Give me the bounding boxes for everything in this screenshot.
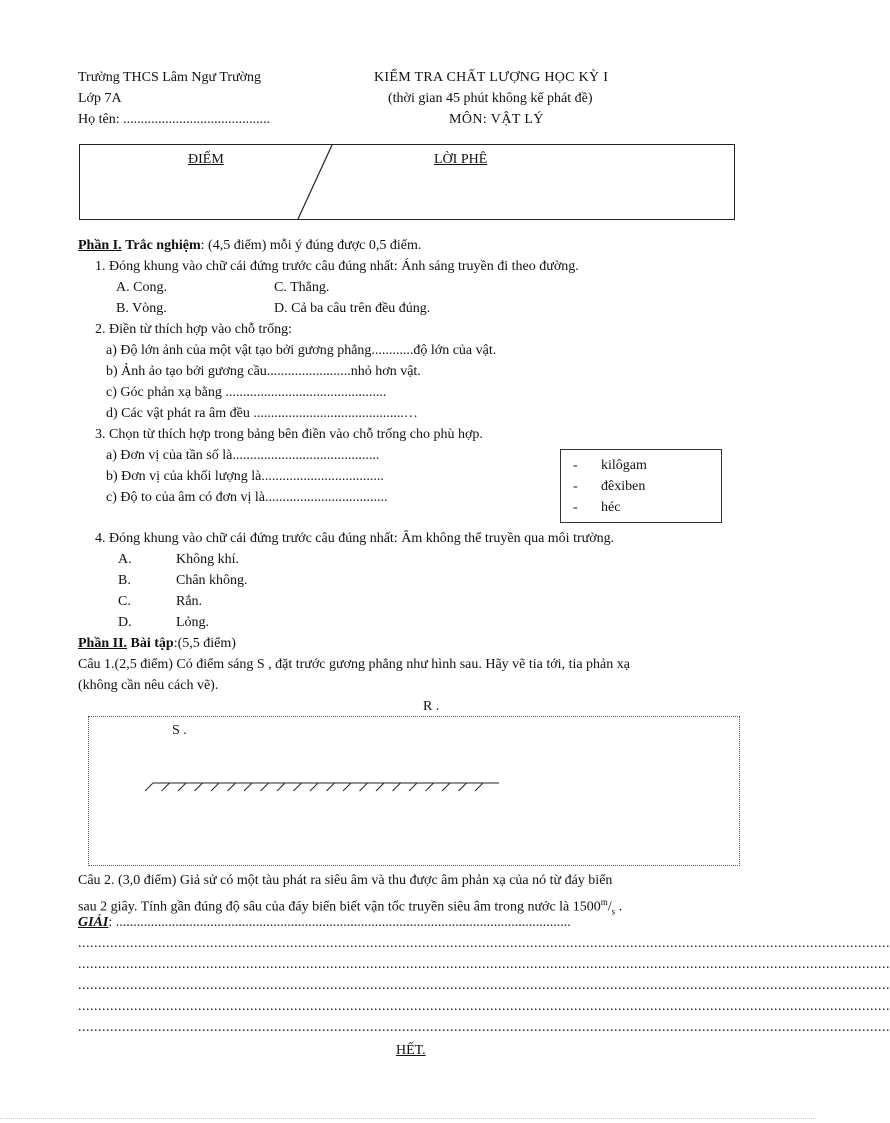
part2-desc: :(5,5 điểm) — [173, 636, 236, 651]
class-label: Lớp 7A — [78, 91, 122, 106]
student-name-field: Họ tên: .......................................... — [78, 112, 271, 127]
word-choice-1: - kilôgam — [573, 458, 647, 473]
plane-mirror-drawing — [89, 717, 739, 865]
mirror-hatch — [360, 783, 368, 791]
mirror-hatch — [195, 783, 203, 791]
mirror-hatch — [261, 783, 269, 791]
mirror-hatch — [475, 783, 483, 791]
school-name: Trường THCS Lâm Ngư Trường — [78, 70, 262, 85]
velocity-unit-den: s — [611, 906, 616, 917]
mirror-hatch — [277, 783, 285, 791]
part1-desc: : (4,5 điểm) mỗi ý đúng được 0,5 điểm. — [200, 238, 422, 253]
word-choice-3: - héc — [573, 500, 621, 515]
c2-text-line2: sau 2 giây. Tính gần đúng độ sâu của đáy biển biết vận tốc truyền siêu âm trong nước là $1500^m/_s$ . — [78, 897, 623, 917]
q2-item-d: d) Các vật phát ra âm đều ...........................................… — [106, 406, 418, 421]
exam-title: KIỂM TRA CHẤT LƯỢNG HỌC KỲ I — [374, 70, 609, 85]
part2-heading — [78, 635, 236, 653]
part1-subtitle: Trắc nghiệm — [125, 238, 201, 253]
q2-item-c: c) Góc phản xạ bằng .............................................. — [106, 385, 387, 400]
mirror-hatch — [310, 783, 318, 791]
q2-text: 2. Điền từ thích hợp vào chỗ trống: — [95, 322, 292, 337]
mirror-hatch — [409, 783, 417, 791]
q1-option-b: B. Vòng. — [116, 301, 167, 316]
word-choice-box — [560, 449, 722, 523]
velocity-unit-num: m — [600, 897, 608, 907]
part2-subtitle: Bài tập — [130, 636, 174, 651]
mirror-hatch — [228, 783, 236, 791]
mirror-hatch — [343, 783, 351, 791]
part1-title: Phần I. — [78, 238, 122, 253]
answer-line-4: ........................................................................................................................................................................................................... — [78, 999, 890, 1014]
comment-label: LỜI PHÊ — [434, 152, 488, 167]
q2-item-a: a) Độ lớn ảnh của một vật tạo bởi gương phẳng............độ lớn của vật. — [106, 343, 497, 358]
q1-text: 1. Đóng khung vào chữ cái đứng trước câu đúng nhất: Ánh sáng truyền đi theo đường. — [95, 259, 579, 274]
word-choice-2: - đêxiben — [573, 479, 646, 494]
answer-line-3: ........................................................................................................................................................................................................... — [78, 978, 890, 993]
q1-option-c: C. Thẳng. — [274, 280, 330, 295]
answer-line-1: ........................................................................................................................................................................................................... — [78, 936, 890, 951]
mirror-hatch — [426, 783, 434, 791]
page-bottom-edge — [0, 1118, 816, 1119]
figure-point-r: R . — [423, 699, 440, 714]
part1-heading — [78, 237, 421, 255]
q4-option-a: Không khí. — [176, 552, 239, 567]
answer-line-5: ........................................................................................................................................................................................................... — [78, 1020, 890, 1035]
q4-text: 4. Đóng khung vào chữ cái đứng trước câu đúng nhất: Âm không thể truyền qua môi trường. — [95, 531, 615, 546]
mirror-hatch — [442, 783, 450, 791]
q1-option-d: D. Cả ba câu trên đều đúng. — [274, 301, 431, 316]
q3-item-b: b) Đơn vị của khối lượng là................................... — [106, 469, 384, 484]
q1-option-a: A. Cong. — [116, 280, 167, 295]
subject-label: MÔN: VẬT LÝ — [449, 112, 544, 127]
figure-point-s: S . — [172, 723, 187, 738]
mirror-hatch — [244, 783, 252, 791]
q2-item-b: b) Ảnh ảo tạo bởi gương cầu........................nhỏ hơn vật. — [106, 364, 421, 379]
score-label: ĐIỂM — [188, 152, 224, 167]
q3-item-c: c) Độ to của âm có đơn vị là................................... — [106, 490, 388, 505]
score-divider — [80, 145, 734, 219]
exam-time: (thời gian 45 phút không kể phát đề) — [388, 91, 593, 106]
q4-option-d: Lỏng. — [176, 615, 210, 630]
c1-text-line2: (không cần nêu cách vẽ). — [78, 678, 219, 693]
mirror-hatch — [393, 783, 401, 791]
c2-text-line1: Câu 2. (3,0 điểm) Giả sử có một tàu phát ra siêu âm và thu được âm phản xạ của nó từ đáy biển — [78, 873, 613, 888]
end-marker: HẾT. — [396, 1043, 426, 1058]
c1-text-line1: Câu 1.(2,5 điểm) Có điểm sáng S , đặt trước gương phẳng như hình sau. Hãy vẽ tia tới, tia phản xạ — [78, 657, 630, 672]
q4-option-a-letter: A. — [118, 552, 132, 567]
mirror-hatch — [211, 783, 219, 791]
solution-heading — [78, 914, 571, 932]
mirror-hatch — [459, 783, 467, 791]
answer-line-2: ........................................................................................................................................................................................................... — [78, 957, 890, 972]
q4-option-b: Chân không. — [176, 573, 248, 588]
mirror-hatch — [294, 783, 302, 791]
mirror-hatch — [327, 783, 335, 791]
part2-title: Phần II. — [78, 636, 128, 651]
q4-option-c: Rắn. — [176, 594, 203, 609]
mirror-figure — [88, 716, 740, 866]
q3-text: 3. Chọn từ thích hợp trong bảng bên điền vào chỗ trống cho phù hợp. — [95, 427, 483, 442]
q4-option-b-letter: B. — [118, 573, 131, 588]
q4-option-d-letter: D. — [118, 615, 132, 630]
q4-option-c-letter: C. — [118, 594, 131, 609]
mirror-hatch — [178, 783, 186, 791]
mirror-hatch — [162, 783, 170, 791]
mirror-hatch — [376, 783, 384, 791]
mirror-hatch — [145, 783, 153, 791]
q3-item-a: a) Đơn vị của tần số là.......................................... — [106, 448, 380, 463]
velocity-unit-sep: / — [607, 899, 612, 915]
solution-label: GIẢI — [78, 915, 109, 930]
score-comment-box — [79, 144, 735, 220]
solution-line-first: : .................................................................................................................................. — [108, 915, 571, 930]
